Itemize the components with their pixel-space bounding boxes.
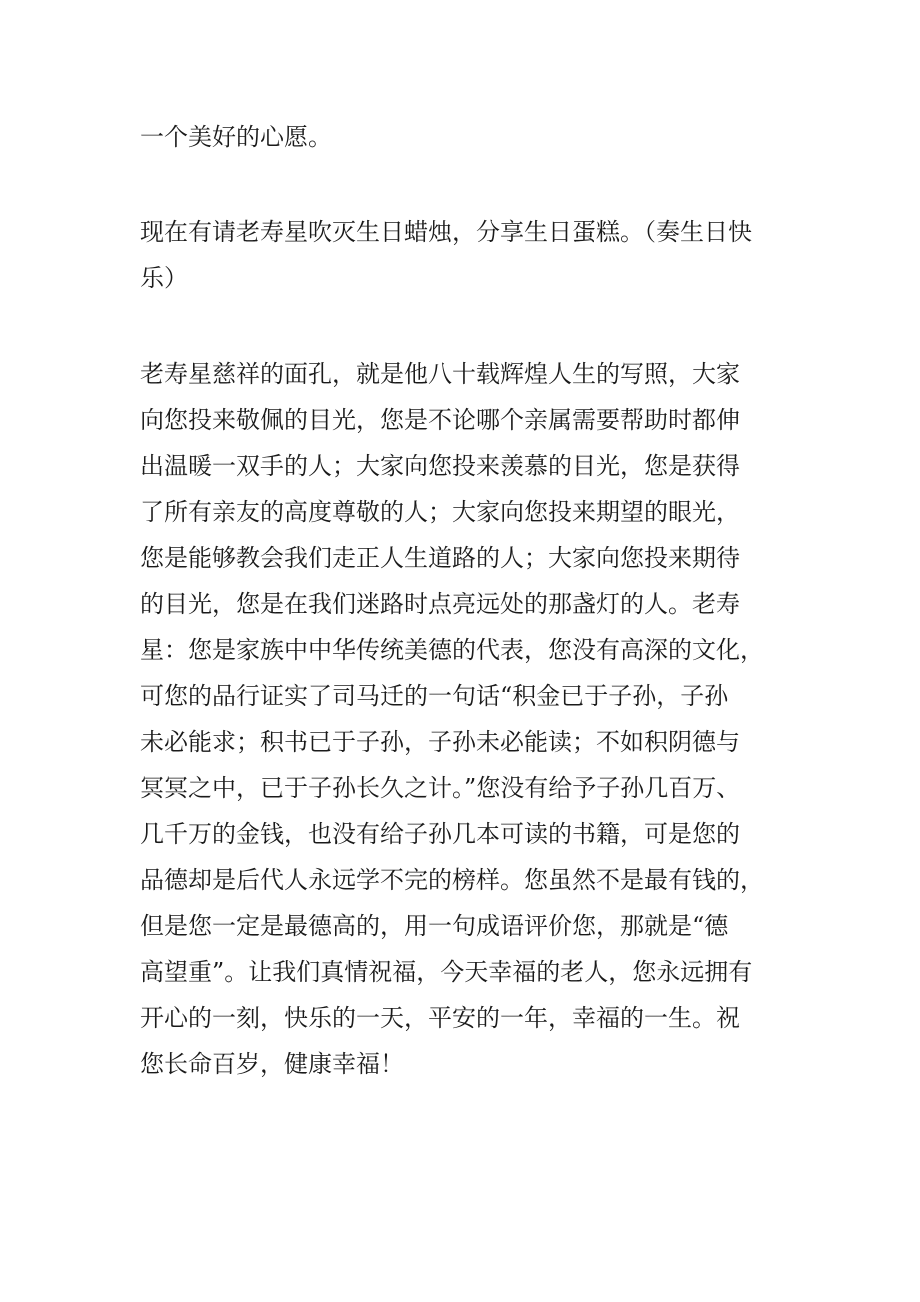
- paragraph-3-line-11: 几千万的金钱，也没有给子孙几本可读的书籍，可是您的: [140, 820, 740, 848]
- paragraph-3-line-9: 未必能求；积书已于子孙，子孙未必能读；不如积阴德与: [140, 728, 740, 756]
- paragraph-3-line-5: 您是能够教会我们走正人生道路的人；大家向您投来期待: [140, 544, 740, 572]
- paragraph-3-line-4: 了所有亲友的高度尊敬的人；大家向您投来期望的眼光，: [140, 498, 740, 526]
- paragraph-3-line-2: 向您投来敬佩的目光，您是不论哪个亲属需要帮助时都伸: [140, 406, 740, 434]
- paragraph-3-line-7: 星：您是家族中中华传统美德的代表，您没有高深的文化，: [140, 636, 764, 664]
- paragraph-3-line-3: 出温暖一双手的人；大家向您投来羡慕的目光，您是获得: [140, 452, 740, 480]
- paragraph-3-line-8: 可您的品行证实了司马迁的一句话“积金已于子孙，子孙: [140, 682, 729, 710]
- paragraph-1-line-1: 一个美好的心愿。: [140, 123, 332, 151]
- paragraph-3-line-6: 的目光，您是在我们迷路时点亮远处的那盏灯的人。老寿: [140, 590, 740, 618]
- paragraph-2-line-1: 现在有请老寿星吹灭生日蜡烛，分享生日蛋糕。（奏生日快: [140, 218, 752, 246]
- paragraph-3-line-16: 您长命百岁，健康幸福！: [140, 1050, 404, 1078]
- paragraph-3-line-12: 品德却是后代人永远学不完的榜样。您虽然不是最有钱的，: [140, 866, 764, 894]
- paragraph-3-line-15: 开心的一刻，快乐的一天，平安的一年，幸福的一生。祝: [140, 1004, 740, 1032]
- paragraph-3-line-1: 老寿星慈祥的面孔，就是他八十载辉煌人生的写照，大家: [140, 360, 740, 388]
- paragraph-3-line-10: 冥冥之中，已于子孙长久之计。”您没有给予子孙几百万、: [140, 774, 741, 802]
- paragraph-3-line-14: 高望重”。让我们真情祝福，今天幸福的老人，您永远拥有: [140, 958, 753, 986]
- paragraph-3-line-13: 但是您一定是最德高的，用一句成语评价您，那就是“德: [140, 912, 729, 940]
- paragraph-2-line-2: 乐）: [140, 264, 188, 292]
